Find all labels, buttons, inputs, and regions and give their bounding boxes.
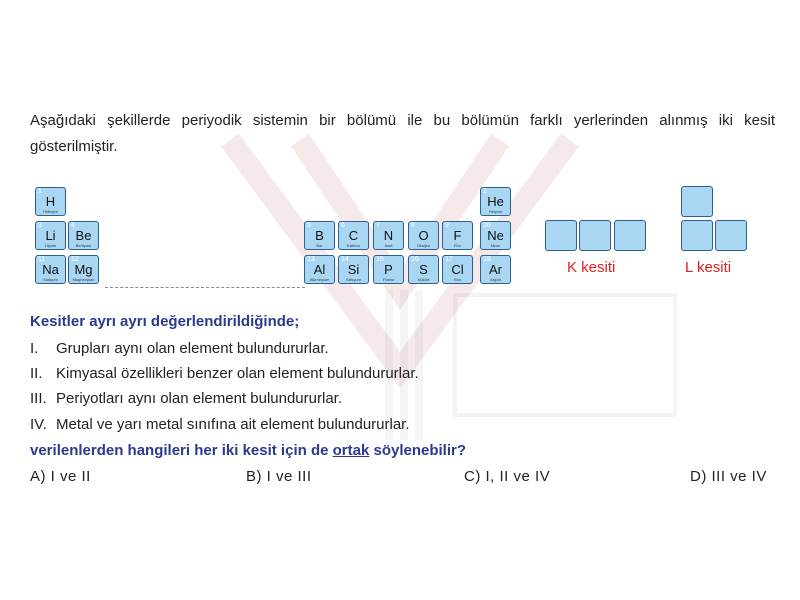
atomic-number: 3: [38, 222, 42, 229]
element-symbol: P: [384, 262, 393, 277]
element-symbol: H: [45, 194, 56, 209]
atomic-number: 5: [307, 222, 311, 229]
option-a[interactable]: A) I ve II: [30, 468, 91, 485]
k-cut-box: [614, 220, 646, 251]
element-symbol: B: [315, 228, 324, 243]
element-symbol: N: [383, 228, 394, 243]
element-symbol: Be: [75, 228, 92, 243]
atomic-number: 9: [445, 222, 449, 229]
element-name: Lityum: [44, 243, 57, 248]
k-cut-label: K kesiti: [567, 259, 616, 276]
statement-4: IV. Metal ve yarı metal sınıfına ait element bulundururlar.: [30, 416, 410, 433]
element-cell: [373, 255, 404, 284]
question-prompt: Kesitler ayrı ayrı değerlendirildiğinde;: [30, 313, 300, 330]
statement-3: III. Periyotları aynı olan element bulundururlar.: [30, 390, 342, 407]
element-name: Alüminyum: [309, 277, 330, 282]
element-name: Berilyum: [75, 243, 92, 248]
element-cell: [68, 255, 99, 284]
element-name: Karbon: [347, 243, 360, 248]
element-cell: [304, 221, 335, 250]
atomic-number: 18: [483, 256, 491, 263]
element-cell: [35, 255, 66, 284]
atomic-number: 6: [341, 222, 345, 229]
element-cell: [408, 255, 439, 284]
element-symbol: Mg: [74, 262, 93, 277]
atomic-number: 12: [71, 256, 79, 263]
element-symbol: He: [487, 194, 504, 209]
element-symbol: Ar: [489, 262, 502, 277]
element-cell: [338, 221, 369, 250]
element-name: Sodyum: [43, 277, 58, 282]
question-text: verilenlerden hangileri her iki kesit için de ortak söylenebilir?: [30, 442, 467, 459]
element-name: Helyum: [488, 209, 503, 214]
k-cut-box: [579, 220, 611, 251]
statement-1: I. Grupları aynı olan element bulundururlar.: [30, 340, 329, 357]
dashed-divider: [105, 287, 305, 288]
element-name: Silisyum: [346, 277, 361, 282]
element-name: Oksijen: [416, 243, 431, 248]
element-cell: [480, 221, 511, 250]
element-name: Flor: [454, 243, 461, 248]
element-name: Hidrojen: [43, 209, 58, 214]
element-name: Azot: [384, 243, 393, 248]
l-cut-box: [715, 220, 747, 251]
element-symbol: Cl: [451, 262, 464, 277]
atomic-number: 8: [411, 222, 415, 229]
element-cell: [480, 255, 511, 284]
option-c[interactable]: C) I, II ve IV: [464, 468, 551, 485]
atomic-number: 4: [71, 222, 75, 229]
element-symbol: O: [418, 228, 429, 243]
element-cell: [442, 255, 473, 284]
atomic-number: 10: [483, 222, 491, 229]
atomic-number: 17: [445, 256, 453, 263]
element-name: Argon: [490, 277, 501, 282]
element-name: Bor: [316, 243, 323, 248]
element-name: Klor: [453, 277, 462, 282]
atomic-number: 11: [38, 256, 46, 263]
element-symbol: Li: [45, 228, 56, 243]
atomic-number: 2: [483, 188, 487, 195]
option-d[interactable]: D) III ve IV: [690, 468, 767, 485]
element-cell: [304, 255, 335, 284]
option-b[interactable]: B) I ve III: [246, 468, 312, 485]
element-symbol: C: [348, 228, 359, 243]
element-cell: [480, 187, 511, 216]
element-symbol: Si: [347, 262, 360, 277]
element-cell: [35, 221, 66, 250]
atomic-number: 7: [376, 222, 380, 229]
element-cell: [373, 221, 404, 250]
element-name: Fosfor: [382, 277, 395, 282]
element-cell: [68, 221, 99, 250]
element-symbol: F: [453, 228, 462, 243]
l-cut-box: [681, 220, 713, 251]
atomic-number: 14: [341, 256, 349, 263]
statement-2: II. Kimyasal özellikleri benzer olan element bulundururlar.: [30, 365, 419, 382]
element-cell: [408, 221, 439, 250]
element-name: Magnezyum: [72, 277, 95, 282]
element-cell: [338, 255, 369, 284]
element-symbol: Al: [313, 262, 326, 277]
element-symbol: S: [419, 262, 428, 277]
element-symbol: Na: [42, 262, 59, 277]
element-name: Kükürt: [417, 277, 430, 282]
atomic-number: 16: [411, 256, 419, 263]
element-cell: [35, 187, 66, 216]
atomic-number: 13: [307, 256, 315, 263]
element-name: Neon: [490, 243, 501, 248]
l-cut-label: L kesiti: [685, 259, 732, 276]
atomic-number: 1: [38, 188, 42, 195]
k-cut-box: [545, 220, 577, 251]
intro-text: Aşağıdaki şekillerde periyodik sistemin bir bölümü ile bu bölümün farklı yerlerinden alınmış iki kesit gösterilmiştir.: [30, 112, 775, 155]
element-cell: [442, 221, 473, 250]
l-cut-box: [681, 186, 713, 217]
element-symbol: Ne: [487, 228, 504, 243]
atomic-number: 15: [376, 256, 384, 263]
